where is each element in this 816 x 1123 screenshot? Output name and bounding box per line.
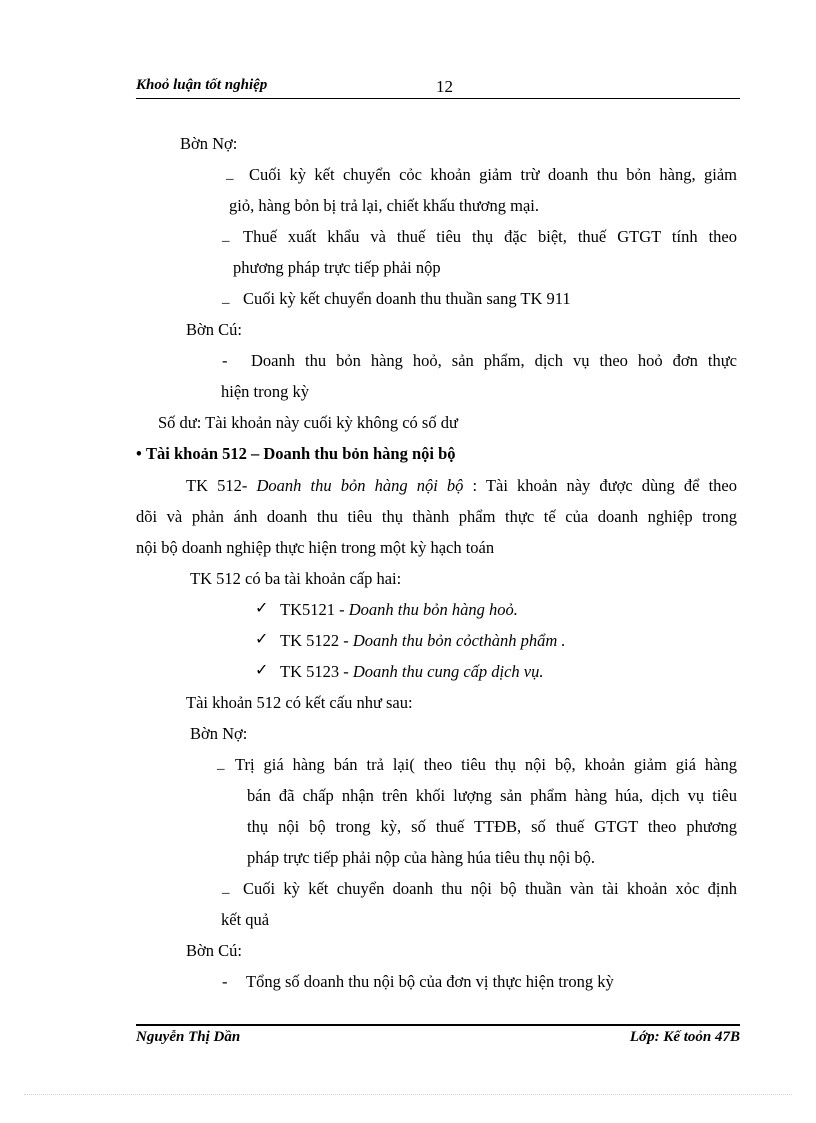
sub-account-item	[280, 600, 518, 620]
dash-marker: _	[222, 228, 230, 244]
check-icon: ✓	[255, 631, 269, 648]
dash-marker: _	[222, 290, 230, 306]
debit-1-item-a-line1: Cuối kỳ kết chuyển cỏc khoản giảm trừ doanh thu bỏn hàng, giảm	[249, 165, 737, 184]
balance-note: Số dư: Tài khoản này cuối kỳ không có số dư	[158, 413, 458, 432]
sub-account-code: TK 5123 -	[280, 662, 353, 681]
sub-account-item	[280, 631, 566, 651]
check-icon: ✓	[255, 662, 269, 679]
credit-1-item-a-line1: Doanh thu bỏn hàng hoỏ, sản phẩm, dịch vụ theo hoỏ đơn thực	[251, 351, 737, 370]
dash-marker: -	[222, 351, 228, 370]
footer-author: Nguyễn Thị Dần	[136, 1029, 241, 1045]
intro-line1	[186, 476, 737, 496]
page-number: 12	[436, 77, 453, 96]
dash-marker: _	[217, 756, 225, 772]
debit-1-item-c-line1: Cuối kỳ kết chuyển doanh thu thuần sang TK 911	[243, 289, 571, 308]
credit-label-2: Bờn Cú:	[186, 941, 242, 960]
header-title: Khoỏ luận tốt nghiệp	[136, 77, 268, 93]
intro-prefix: TK 512-	[186, 476, 257, 495]
debit-2-item-a-line2: bán đã chấp nhận trên khối lượng sản phẩm hàng húa, dịch vụ tiêu	[247, 786, 737, 805]
sub-account-name: Doanh thu bỏn cỏcthành phẩm .	[352, 631, 566, 650]
debit-label-2: Bờn Nợ:	[190, 724, 248, 743]
dash-marker: _	[226, 166, 234, 182]
check-icon: ✓	[255, 600, 269, 617]
sub-accounts-intro: TK 512 có ba tài khoản cấp hai:	[190, 569, 402, 588]
debit-label-1: Bờn Nợ:	[180, 134, 238, 153]
sub-account-item	[280, 662, 544, 682]
sub-account-code: TK 5122 -	[280, 631, 353, 650]
sub-account-code: TK5121 -	[280, 600, 349, 619]
debit-2-item-b-line2: kết quả	[221, 910, 270, 929]
debit-1-item-b-line1: Thuế xuất khẩu và thuế tiêu thụ đặc biệt, thuế GTGT tính theo	[243, 227, 737, 246]
debit-1-item-a-line2: giỏ, hàng bỏn bị trả lại, chiết khấu thương mại.	[229, 196, 540, 215]
footer-divider	[136, 1024, 740, 1026]
structure-intro: Tài khoản 512 có kết cấu như sau:	[186, 693, 413, 712]
debit-2-item-a-line1: Trị giá hàng bán trả lại( theo tiêu thụ nội bộ, khoản giảm giá hàng	[235, 755, 737, 774]
page-header	[136, 76, 740, 99]
dash-marker: -	[222, 972, 228, 991]
credit-label-1: Bờn Cú:	[186, 320, 242, 339]
sub-account-name: Doanh thu cung cấp dịch vụ.	[352, 662, 544, 681]
debit-1-item-b-line2: phương pháp trực tiếp phải nộp	[233, 258, 441, 277]
intro-account-name: Doanh thu bỏn hàng nội bộ	[256, 476, 464, 495]
intro-line2: dõi và phản ánh doanh thu tiêu thụ thành phẩm thực tế của doanh nghiệp trong	[136, 507, 737, 526]
dash-marker: _	[222, 880, 230, 896]
debit-2-item-a-line3: thụ nội bộ trong kỳ, số thuế TTĐB, số thuế GTGT theo phương	[247, 817, 737, 836]
section-heading: Tài khoản 512 – Doanh thu bỏn hàng nội bộ	[146, 444, 456, 463]
credit-2-item-a-line1: Tổng số doanh thu nội bộ của đơn vị thực hiện trong kỳ	[246, 972, 614, 991]
debit-2-item-a-line4: pháp trực tiếp phải nộp của hàng húa tiêu thụ nội bộ.	[247, 848, 596, 867]
intro-line3: nội bộ doanh nghiệp thực hiện trong một kỳ hạch toán	[136, 538, 495, 557]
page-bottom-divider	[24, 1094, 792, 1095]
debit-2-item-b-line1: Cuối kỳ kết chuyển doanh thu nội bộ thuần vàn tài khoản xỏc định	[243, 879, 737, 898]
sub-account-name: Doanh thu bỏn hàng hoỏ.	[348, 600, 518, 619]
footer-class: Lớp: Kế toỏn 47B	[629, 1029, 740, 1045]
intro-rest: : Tài khoản này được dùng để theo	[463, 476, 737, 495]
credit-1-item-a-line2: hiện trong kỳ	[221, 382, 309, 401]
section-bullet: •	[136, 444, 142, 463]
